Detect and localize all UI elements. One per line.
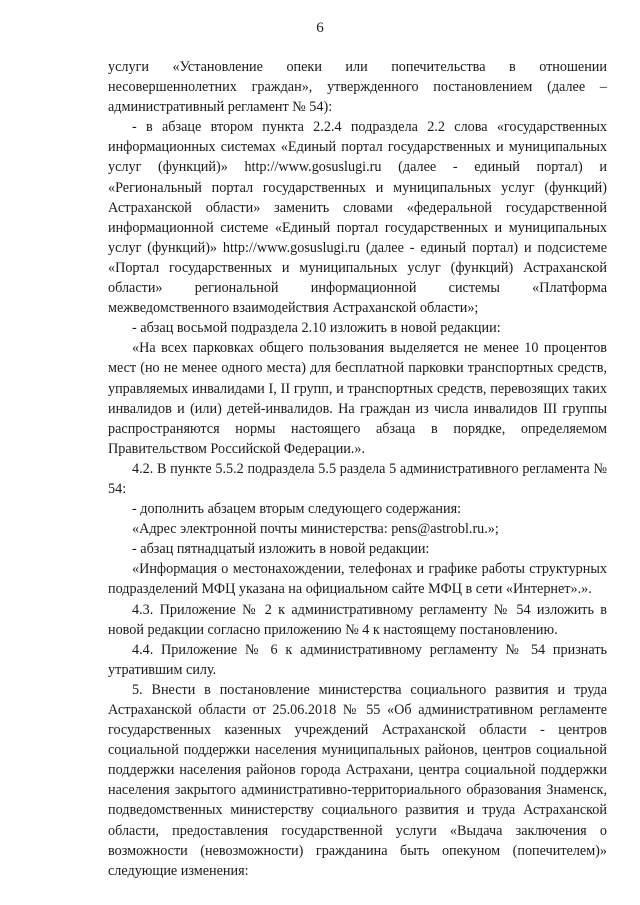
paragraph: 5. Внести в постановление министерства социального развития и труда Астраханской области от 25.06.2018 № 55 «Об административном регламенте государственных казенных учреждений Астраханской области - центров социальной поддержки населения муниципальных районов, центров социальной поддержки населения районов города Астрахани, центра социальной поддержки населения закрытого административно-территориального образования Знаменск, подведомственных министерству социального развития и труда Астраханской области, предоставления государственной услуги «Выдача заключения о возможности (невозможности) гражданина быть опекуном (попечителем)» следующие изменения:	[108, 681, 607, 879]
document-body	[108, 57, 607, 881]
paragraph: - в абзаце втором пункта 2.2.4 подраздела 2.2 слова «государственных информационных системах «Единый портал государственных и муниципальных услуг (функций)» http://www.gosuslugi.ru (далее - единый портал) и «Региональный портал государственных и муниципальных услуг (функций) Астраханской области» заменить словами «федеральной государственной информационной системе «Единый портал государственных и муниципальных услуг (функций)» http://www.gosuslugi.ru (далее - единый портал) и подсистеме «Портал государственных и муниципальных услуг (функций) Астраханской области» региональной информационной системы «Платформа межведомственного взаимодействия Астраханской области»;	[108, 119, 607, 317]
paragraph-continuation: услуги «Установление опеки или попечительства в отношении несовершеннолетних граждан», утвержденного постановлением (далее – административный регламент № 54):	[108, 59, 607, 116]
paragraph: 4.2. В пункте 5.5.2 подраздела 5.5 раздела 5 административного регламента № 54:	[108, 460, 607, 497]
page-number: 6	[316, 20, 324, 36]
paragraph: «Адрес электронной почты министерства: pens@astrobl.ru.»;	[132, 521, 499, 538]
paragraph: 4.4. Приложение № 6 к административному регламенту № 54 признать утратившим силу.	[108, 641, 607, 678]
paragraph: - абзац пятнадцатый изложить в новой редакции:	[132, 541, 430, 558]
paragraph: «На всех парковках общего пользования выделяется не менее 10 процентов мест (но не менее одного места) для бесплатной парковки транспортных средств, управляемых инвалидами I, II групп, и транспортных средств, перевозящих таких инвалидов и (или) детей-инвалидов. На граждан из числа инвалидов III группы распространяются нормы настоящего абзаца в порядке, определяемом Правительством Российской Федерации.».	[108, 340, 607, 457]
paragraph: - дополнить абзацем вторым следующего содержания:	[132, 501, 462, 518]
paragraph: «Информация о местонахождении, телефонах и графике работы структурных подразделений МФЦ указана на официальном сайте МФЦ в сети «Интернет».».	[108, 561, 607, 598]
paragraph: 4.3. Приложение № 2 к административному регламенту № 54 изложить в новой редакции согласно приложению № 4 к настоящему постановлению.	[108, 601, 607, 638]
paragraph: - абзац восьмой подраздела 2.10 изложить в новой редакции:	[132, 320, 501, 337]
